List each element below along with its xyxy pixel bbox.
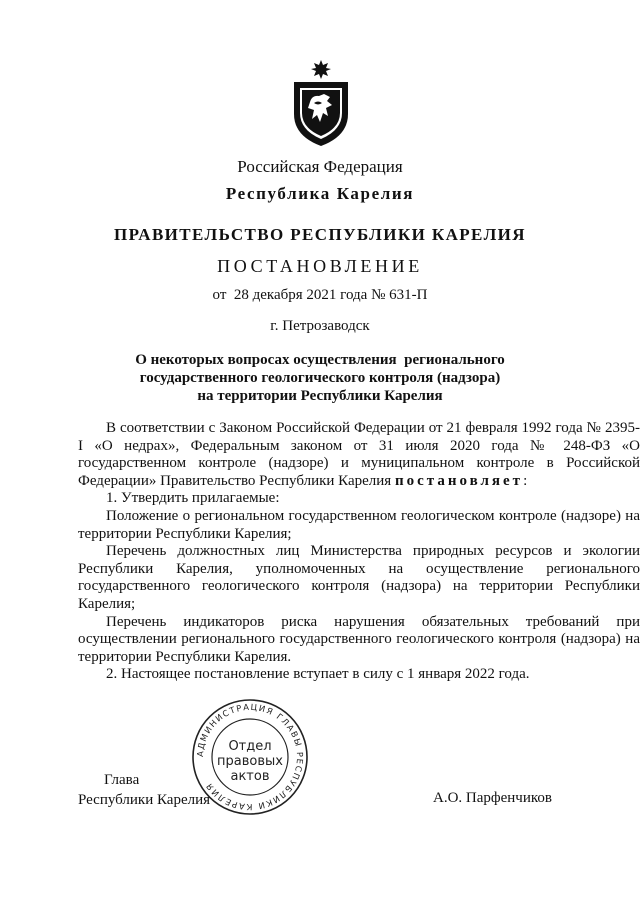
country-name: Российская Федерация (237, 157, 403, 176)
city: г. Петрозаводск (270, 318, 370, 334)
document-type: ПОСТАНОВЛЕНИЕ (217, 256, 423, 276)
svg-text:правовых: правовых (217, 754, 283, 769)
subject-line: на территории Республики Карелия (197, 388, 443, 404)
subject-line: государственного геологического контроля (надзора) (139, 370, 501, 386)
signatory-title (78, 770, 210, 810)
date-and-number: от 28 декабря 2021 года № 631-П (212, 287, 428, 303)
approved-document-2: Перечень должностных лиц Министерства природных ресурсов и экологии Республики Карелия, уполномоченных на осуществление регионального государственного геологического контроля (надзора) на территории Республики Карелия; (78, 543, 640, 612)
karelia-coat-of-arms-emblem (290, 58, 352, 148)
item-1-paragraph: 1. Утвердить прилагаемые: (106, 490, 280, 507)
svg-text:Отдел: Отдел (228, 739, 272, 754)
approved-document-1: Положение о региональном государственном геологическом контроле (надзоре) на территории Республики Карелия; (78, 507, 640, 542)
preamble-text: В соответствии с Законом Российской Федерации от 21 февраля 1992 года № 2395-I «О недрах», Федеральным законом от 31 июля 2020 года № 248-ФЗ «О государственном контроле (надзоре) и муниципальном контроле в Российской Федерации» Правительство Республики Карелия (78, 420, 640, 489)
item-2-paragraph: 2. Настоящее постановление вступает в силу с 1 января 2022 года. (106, 666, 530, 683)
resolves-colon: : (523, 472, 528, 489)
svg-text:АДМИНИСТРАЦИЯ ГЛАВЫ РЕСПУБЛИКИ: АДМИНИСТРАЦИЯ ГЛАВЫ РЕСПУБЛИКИ КАРЕЛИЯ (194, 701, 306, 813)
signatory-name: А.О. Парфенчиков (433, 790, 552, 806)
svg-text:актов: актов (230, 769, 270, 784)
document-body (78, 420, 640, 684)
subject-line: О некоторых вопросах осуществления регионального (135, 352, 505, 368)
government-title: ПРАВИТЕЛЬСТВО РЕСПУБЛИКИ КАРЕЛИЯ (114, 225, 526, 244)
resolves-word: постановляет (394, 472, 524, 489)
signatory-title-line1: Глава (104, 772, 140, 788)
republic-name: Республика Карелия (225, 184, 415, 203)
preamble-paragraph (78, 420, 640, 490)
document-subject (0, 351, 640, 405)
signatory-title-line2: Республики Карелия (78, 792, 211, 808)
approved-document-3: Перечень индикаторов риска нарушения обязательных требований при осуществлении регионального государственного геологического контроля (надзора) на территории Республики Карелия. (78, 613, 640, 665)
